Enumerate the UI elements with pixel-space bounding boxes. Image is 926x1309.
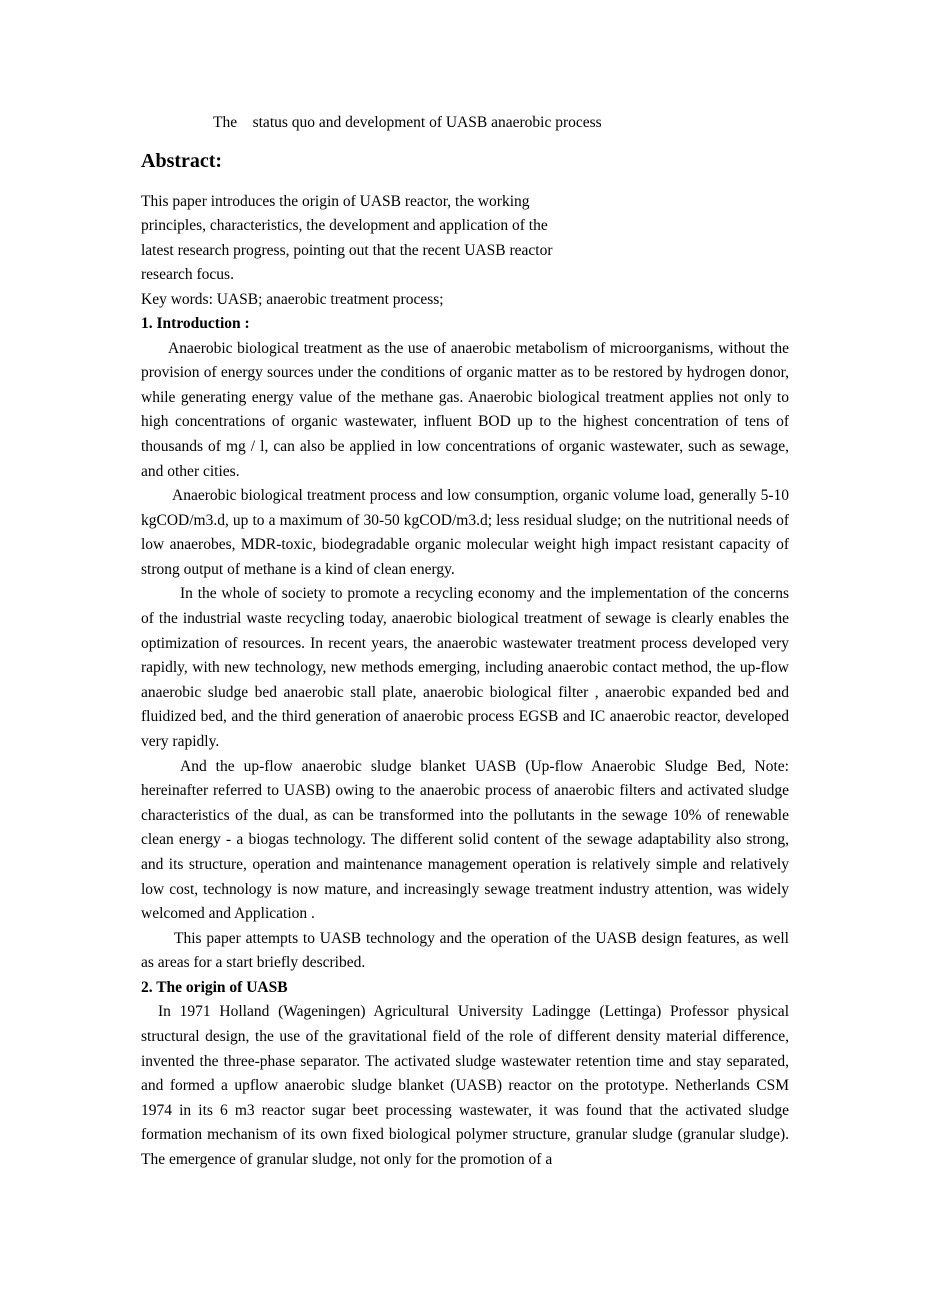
document-title: The status quo and development of UASB anaerobic process — [213, 114, 602, 131]
paragraph-anaerobic-treatment: Anaerobic biological treatment as the use of anaerobic metabolism of microorganisms, without the provision of energy sources under the conditions of organic matter as to be restored by hydrogen donor, while generating energy value of the methane gas. Anaerobic biological treatment applies not only to high concentrations of organic wastewater, influent BOD up to the highest concentration of tens of thousands of mg / l, can also be applied in low concentrations of organic wastewater, such as sewage, and other cities. — [141, 339, 789, 480]
abstract-heading: Abstract: — [141, 150, 223, 172]
paragraph-paper-attempts: This paper attempts to UASB technology and the operation of the UASB design features, as well as areas for a start briefly described. — [141, 929, 789, 972]
paragraph-low-consumption: Anaerobic biological treatment process and low consumption, organic volume load, generally 5-10 kgCOD/m3.d, up to a maximum of 30-50 kgCOD/m3.d; less residual sludge; on the nutritional needs of low anaerobes, MDR-toxic, biodegradable organic molecular weight high impact resistant capacity of strong output of methane is a kind of clean energy. — [141, 487, 789, 578]
abstract-block — [141, 190, 789, 312]
section-heading-origin: 2. The origin of UASB — [141, 978, 288, 996]
abstract-line: research focus. — [141, 266, 234, 284]
keywords-line: Key words: UASB; anaerobic treatment process; — [141, 290, 444, 308]
paragraph-origin-history: In 1971 Holland (Wageningen) Agricultural University Ladingge (Lettinga) Professor physical structural design, the use of the gravitational field of the role of different density material difference, invented the three-phase separator. The activated sludge wastewater retention time and stay separated, and formed a upflow anaerobic sludge blanket (UASB) reactor on the prototype. Netherlands CSM 1974 in its 6 m3 reactor sugar beet processing wastewater, it was found that the activated sludge formation mechanism of its own fixed biological polymer structure, granular sludge (granular sludge). The emergence of granular sludge, not only for the promotion of a — [141, 1003, 789, 1169]
section-heading-introduction: 1. Introduction : — [141, 315, 250, 333]
paragraph-uasb-blanket: And the up-flow anaerobic sludge blanket UASB (Up-flow Anaerobic Sludge Bed, Note: hereinafter referred to UASB) owing to the anaerobic process of anaerobic filters and activated sludge characteristics of the dual, as can be transformed into the pollutants in the sewage 10% of renewable clean energy - a biogas technology. The different solid content of the sewage adaptability also strong, and its structure, operation and maintenance management operation is relatively simple and relatively low cost, technology is now mature, and increasingly sewage treatment industry attention, was widely welcomed and Application . — [141, 757, 789, 923]
abstract-line: latest research progress, pointing out that the recent UASB reactor — [141, 241, 553, 259]
abstract-line: This paper introduces the origin of UASB reactor, the working — [141, 193, 530, 210]
paragraph-recycling-economy: In the whole of society to promote a recycling economy and the implementation of the concerns of the industrial waste recycling today, anaerobic biological treatment of sewage is clearly enables the optimization of resources. In recent years, the anaerobic wastewater treatment process developed very rapidly, with new technology, new methods emerging, including anaerobic contact method, the up-flow anaerobic sludge bed anaerobic stall plate, anaerobic biological filter , anaerobic expanded bed and fluidized bed, and the third generation of anaerobic process EGSB and IC anaerobic reactor, developed very rapidly. — [141, 585, 789, 751]
abstract-line: principles, characteristics, the development and application of the — [141, 217, 548, 235]
